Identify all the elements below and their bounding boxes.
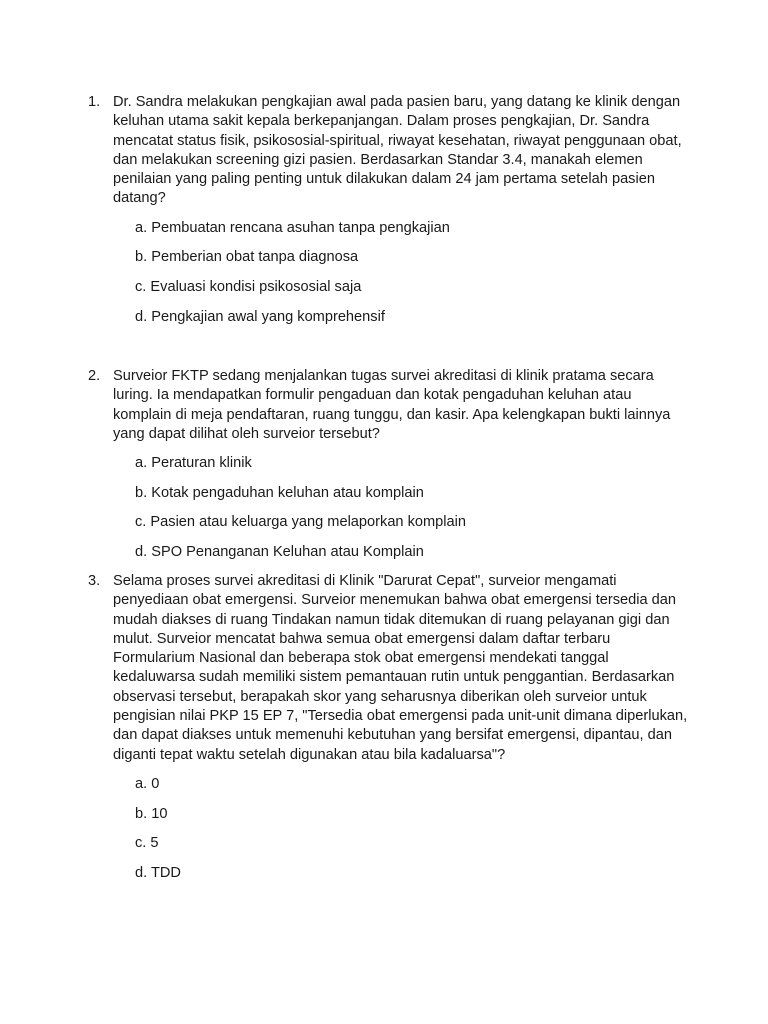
option-text: Pengkajian awal yang komprehensif [151,308,385,325]
option-b [135,805,688,824]
option-text: Pembuatan rencana asuhan tanpa pengkajian [151,219,450,236]
option-letter: b. [135,805,148,822]
option-a [135,775,688,794]
option-a [135,219,688,238]
option-c [135,278,688,297]
option-text: Pemberian obat tanpa diagnosa [151,249,359,266]
question-text: Surveior FKTP sedang menjalankan tugas survei akreditasi di klinik pratama secara luring. Ia mendapatkan formulir pengaduan dan kotak pengaduhan keluhan atau komplain di meja pendaftaran, ruang tunggu, dan kasir. Apa kelengkapan bukti lainnya yang dapat dilihat oleh surveior tersebut? [113,368,671,442]
option-text: SPO Penanganan Keluhan atau Komplain [151,543,424,560]
option-letter: a. [135,219,148,236]
question-2 [88,367,688,562]
answer-options [88,775,688,883]
question-number: 2. [88,368,101,384]
option-text: 0 [151,775,160,792]
option-text: TDD [150,864,181,881]
option-letter: c. [135,835,147,852]
option-text: 5 [150,835,159,852]
question-3 [88,572,688,883]
option-d [135,864,688,883]
option-letter: d. [135,308,148,325]
question-1 [88,93,688,327]
question-number: 3. [88,573,101,589]
option-letter: b. [135,484,148,501]
option-d [135,543,688,562]
option-letter: c. [135,514,147,531]
option-letter: a. [135,775,148,792]
answer-options [88,219,688,327]
option-c [135,513,688,532]
option-a [135,454,688,473]
question-text: Dr. Sandra melakukan pengkajian awal pada pasien baru, yang datang ke klinik dengan keluhan utama sakit kepala berkepanjangan. Dalam proses pengkajian, Dr. Sandra mencatat status fisik, psikososial-spiritual, riwayat kesehatan, riwayat penggunaan obat, dan melakukan screening gizi pasien. Berdasarkan Standar 3.4, manakah elemen penilaian yang paling penting untuk dilakukan dalam 24 jam pertama setelah pasien datang? [113,94,682,207]
option-b [135,248,688,267]
option-letter: a. [135,455,148,472]
question-text: Selama proses survei akreditasi di Klinik "Darurat Cepat", surveior mengamati penyediaan obat emergensi. Surveior menemukan bahwa obat emergensi tersedia dan mudah diakses di ruang Tindakan namun tidak ditemukan di ruang pelayanan gigi dan mulut. Surveior mencatat bahwa semua obat emergensi dalam daftar terbaru Formularium Nasional dan beberapa stok obat emergensi mendekati tanggal kedaluwarsa sudah memiliki sistem pemantauan rutin untuk penggantian. Berdasarkan observasi tersebut, berapakah skor yang seharusnya diberikan oleh surveior untuk pengisian nilai PKP 15 EP 7, "Tersedia obat emergensi pada unit-unit dimana diperlukan, dan dapat diakses untuk memenuhi kebutuhan yang bersifat emergensi, dipantau, dan diganti tepat waktu setelah digunakan atau bila kadaluarsa"? [113,573,688,763]
option-text: 10 [151,805,168,822]
option-c [135,834,688,853]
option-letter: b. [135,249,148,266]
option-b [135,484,688,503]
option-text: Kotak pengaduhan keluhan atau komplain [151,484,424,501]
answer-options [88,454,688,562]
option-d [135,308,688,327]
option-letter: d. [135,543,148,560]
question-number: 1. [88,94,101,110]
option-letter: c. [135,278,147,295]
option-text: Pasien atau keluarga yang melaporkan komplain [150,514,467,531]
option-text: Peraturan klinik [151,455,252,472]
option-letter: d. [135,864,148,881]
option-text: Evaluasi kondisi psikososial saja [150,278,362,295]
